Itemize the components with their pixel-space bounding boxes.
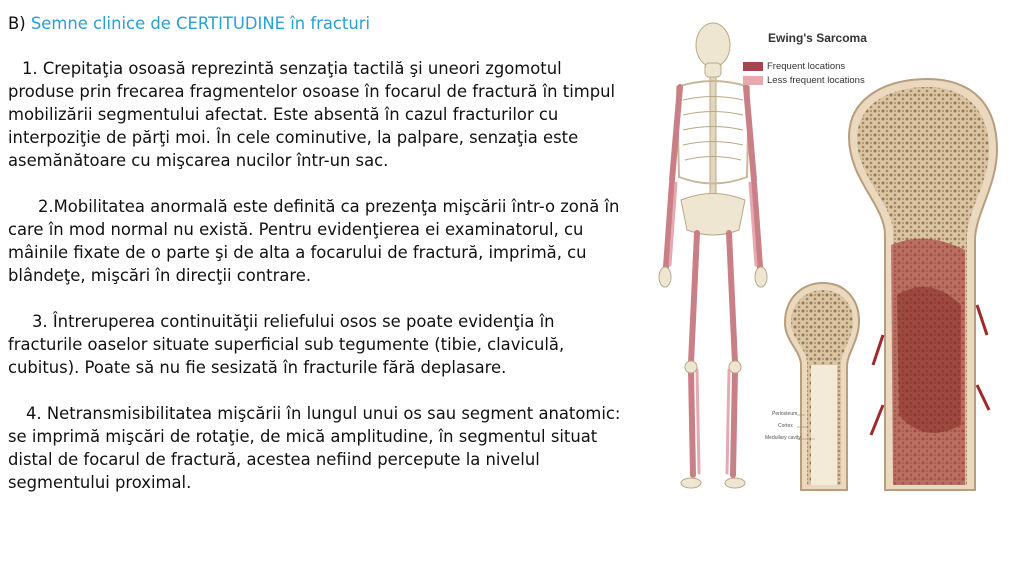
label-medullary-cavity: Medullary cavity <box>765 435 801 441</box>
heading-title: Semne clinice de CERTITUDINE în fracturi <box>30 14 371 33</box>
label-cortex: Cortex <box>778 423 793 429</box>
legend-label-frequent: Frequent locations <box>767 61 846 72</box>
paragraph-abnormal-mobility: 2.Mobilitatea anormală este definită ca prezenţa mişcării într-o zonă în care în mod normal nu există. Pentru evidenţierea ei examinatorul, cu mâinile fixate de o parte şi de alta a focarului de fractură, imprimă, cu blândeţe, mişcări în direcţii contrare. <box>8 197 620 285</box>
legend-item-less-frequent <box>743 75 865 86</box>
legend-swatch-less-frequent <box>743 76 763 85</box>
legend-label-less-frequent: Less frequent locations <box>767 75 865 86</box>
figure-title: Ewing's Sarcoma <box>768 31 867 45</box>
skeleton-illustration <box>677 23 749 235</box>
large-bone-section <box>849 79 997 490</box>
paragraph-motion-non-transmission: 4. Netransmisibilitatea mişcării în lungul unui os sau segment anatomic: se imprimă mişcări de rotaţie, de mică amplitudine, în segmentul situat distal de focarul de fractură, acestea nefiind percepute la nivelul segmentului proximal. <box>8 404 621 492</box>
paragraph-crepitation: 1. Crepitaţia osoasă reprezintă senzaţia tactilă şi uneori zgomotul produse prin frecarea fragmentelor osoase în focarul de fractură în timpul mobilizării segmentului afectat. Este absentă în cazul fracturilor cu interpoziţie de părţi moi. În cele cominutive, la palpare, senzaţia este asemănătoare cu mişcarea nucilor într-un sac. <box>8 59 616 170</box>
heading-prefix: B) <box>8 14 26 33</box>
label-periosteum: Periosteum <box>772 411 798 417</box>
section-heading <box>8 12 623 35</box>
small-bone-section <box>785 283 859 490</box>
legend-swatch-frequent <box>743 62 763 71</box>
text-column <box>8 12 623 517</box>
ewing-sarcoma-figure <box>625 5 1020 525</box>
paragraph-relief-interruption: 3. Întreruperea continuităţii reliefului osos se poate evidenţia în fracturile oaselor situate superficial sub tegumente (tibie, claviculă, cubitus). Poate să nu fie sesizată în fracturile fără deplasare. <box>8 312 565 377</box>
legend-item-frequent <box>743 61 845 72</box>
